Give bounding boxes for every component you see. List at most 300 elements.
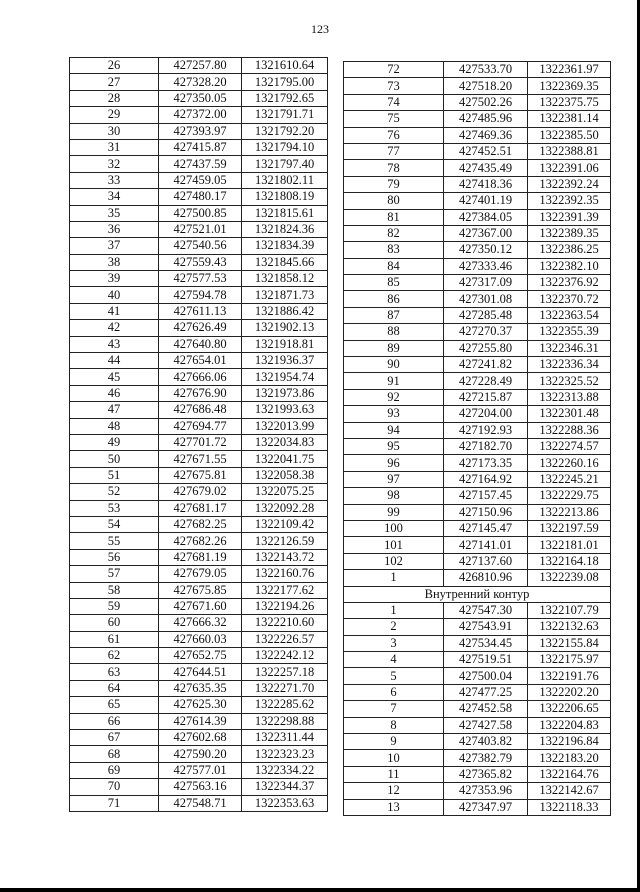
table-row xyxy=(70,664,328,680)
y-coordinate-cell: 1322334.22 xyxy=(242,762,328,778)
table-row xyxy=(70,107,328,123)
table-row xyxy=(344,242,611,258)
y-coordinate-cell: 1322181.01 xyxy=(528,537,611,553)
x-coordinate-cell: 427317.09 xyxy=(444,275,528,291)
point-number-cell: 64 xyxy=(70,680,159,696)
table-row xyxy=(70,549,328,565)
x-coordinate-cell: 427666.32 xyxy=(159,615,242,631)
y-coordinate-cell: 1321845.66 xyxy=(242,254,328,270)
table-row xyxy=(344,176,611,192)
x-coordinate-cell: 427626.49 xyxy=(159,320,242,336)
x-coordinate-cell: 427477.25 xyxy=(444,684,528,700)
y-coordinate-cell: 1322142.67 xyxy=(528,783,611,799)
table-row xyxy=(70,303,328,319)
point-number-cell: 40 xyxy=(70,287,159,303)
point-number-cell: 101 xyxy=(344,537,444,553)
y-coordinate-cell: 1321610.64 xyxy=(242,58,328,74)
point-number-cell: 3 xyxy=(344,635,444,651)
table-row xyxy=(70,730,328,746)
table-row xyxy=(70,615,328,631)
point-number-cell: 77 xyxy=(344,143,444,159)
x-coordinate-cell: 427686.48 xyxy=(159,402,242,418)
x-coordinate-cell: 427435.49 xyxy=(444,160,528,176)
y-coordinate-cell: 1322202.20 xyxy=(528,684,611,700)
y-coordinate-cell: 1322346.31 xyxy=(528,340,611,356)
table-row xyxy=(70,713,328,729)
point-number-cell: 58 xyxy=(70,582,159,598)
point-number-cell: 78 xyxy=(344,160,444,176)
x-coordinate-cell: 427365.82 xyxy=(444,766,528,782)
point-number-cell: 9 xyxy=(344,734,444,750)
point-number-cell: 71 xyxy=(70,795,159,811)
y-coordinate-cell: 1322301.48 xyxy=(528,406,611,422)
point-number-cell: 49 xyxy=(70,434,159,450)
point-number-cell: 42 xyxy=(70,320,159,336)
x-coordinate-cell: 427534.45 xyxy=(444,635,528,651)
point-number-cell: 69 xyxy=(70,762,159,778)
table-row xyxy=(344,111,611,127)
y-coordinate-cell: 1322274.57 xyxy=(528,438,611,454)
x-coordinate-cell: 427480.17 xyxy=(159,189,242,205)
x-coordinate-cell: 427682.25 xyxy=(159,516,242,532)
y-coordinate-cell: 1322075.25 xyxy=(242,484,328,500)
x-coordinate-cell: 427241.82 xyxy=(444,357,528,373)
table-row xyxy=(344,127,611,143)
x-coordinate-cell: 427469.36 xyxy=(444,127,528,143)
x-coordinate-cell: 427675.81 xyxy=(159,467,242,483)
point-number-cell: 7 xyxy=(344,701,444,717)
table-row xyxy=(70,402,328,418)
point-number-cell: 39 xyxy=(70,271,159,287)
table-row xyxy=(70,172,328,188)
y-coordinate-cell: 1321902.13 xyxy=(242,320,328,336)
point-number-cell: 2 xyxy=(344,619,444,635)
x-coordinate-cell: 427228.49 xyxy=(444,373,528,389)
table-row xyxy=(70,90,328,106)
x-coordinate-cell: 427521.01 xyxy=(159,221,242,237)
x-coordinate-cell: 427270.37 xyxy=(444,324,528,340)
point-number-cell: 32 xyxy=(70,156,159,172)
point-number-cell: 95 xyxy=(344,438,444,454)
y-coordinate-cell: 1322325.52 xyxy=(528,373,611,389)
point-number-cell: 88 xyxy=(344,324,444,340)
table-row xyxy=(344,602,611,618)
table-row xyxy=(70,680,328,696)
x-coordinate-cell: 427635.35 xyxy=(159,680,242,696)
y-coordinate-cell: 1321886.42 xyxy=(242,303,328,319)
x-coordinate-cell: 427350.05 xyxy=(159,90,242,106)
y-coordinate-cell: 1322260.16 xyxy=(528,455,611,471)
y-coordinate-cell: 1322376.92 xyxy=(528,275,611,291)
y-coordinate-cell: 1322126.59 xyxy=(242,533,328,549)
table-row xyxy=(70,500,328,516)
point-number-cell: 87 xyxy=(344,307,444,323)
y-coordinate-cell: 1322041.75 xyxy=(242,451,328,467)
table-row xyxy=(70,467,328,483)
table-row xyxy=(70,205,328,221)
scan-border-bottom xyxy=(0,888,640,892)
table-row xyxy=(344,160,611,176)
point-number-cell: 96 xyxy=(344,455,444,471)
table-row xyxy=(344,799,611,815)
point-number-cell: 92 xyxy=(344,389,444,405)
y-coordinate-cell: 1322375.75 xyxy=(528,94,611,110)
table-row xyxy=(344,340,611,356)
inner-contour-label: Внутренний контур xyxy=(344,586,611,602)
y-coordinate-cell: 1321791.71 xyxy=(242,107,328,123)
y-coordinate-cell: 1322058.38 xyxy=(242,467,328,483)
y-coordinate-cell: 1322285.62 xyxy=(242,697,328,713)
table-row xyxy=(70,762,328,778)
x-coordinate-cell: 427644.51 xyxy=(159,664,242,680)
point-number-cell: 93 xyxy=(344,406,444,422)
table-row xyxy=(344,783,611,799)
point-number-cell: 30 xyxy=(70,123,159,139)
y-coordinate-cell: 1322370.72 xyxy=(528,291,611,307)
y-coordinate-cell: 1322257.18 xyxy=(242,664,328,680)
x-coordinate-cell: 427382.79 xyxy=(444,750,528,766)
table-row xyxy=(344,291,611,307)
y-coordinate-cell: 1322271.70 xyxy=(242,680,328,696)
point-number-cell: 6 xyxy=(344,684,444,700)
y-coordinate-cell: 1322382.10 xyxy=(528,258,611,274)
table-row xyxy=(70,434,328,450)
point-number-cell: 61 xyxy=(70,631,159,647)
table-row xyxy=(70,336,328,352)
point-number-cell: 11 xyxy=(344,766,444,782)
point-number-cell: 99 xyxy=(344,504,444,520)
x-coordinate-cell: 427563.16 xyxy=(159,779,242,795)
y-coordinate-cell: 1322107.79 xyxy=(528,602,611,618)
y-coordinate-cell: 1321815.61 xyxy=(242,205,328,221)
y-coordinate-cell: 1322143.72 xyxy=(242,549,328,565)
point-number-cell: 31 xyxy=(70,139,159,155)
point-number-cell: 54 xyxy=(70,516,159,532)
y-coordinate-cell: 1322298.88 xyxy=(242,713,328,729)
table-row xyxy=(344,684,611,700)
x-coordinate-cell: 427285.48 xyxy=(444,307,528,323)
y-coordinate-cell: 1322204.83 xyxy=(528,717,611,733)
point-number-cell: 38 xyxy=(70,254,159,270)
y-coordinate-cell: 1322336.34 xyxy=(528,357,611,373)
x-coordinate-cell: 427204.00 xyxy=(444,406,528,422)
x-coordinate-cell: 427164.92 xyxy=(444,471,528,487)
y-coordinate-cell: 1321858.12 xyxy=(242,271,328,287)
point-number-cell: 76 xyxy=(344,127,444,143)
x-coordinate-cell: 427679.05 xyxy=(159,566,242,582)
x-coordinate-cell: 427602.68 xyxy=(159,730,242,746)
x-coordinate-cell: 427543.91 xyxy=(444,619,528,635)
point-number-cell: 34 xyxy=(70,189,159,205)
point-number-cell: 27 xyxy=(70,74,159,90)
point-number-cell: 80 xyxy=(344,193,444,209)
table-row xyxy=(344,652,611,668)
point-number-cell: 66 xyxy=(70,713,159,729)
y-coordinate-cell: 1322381.14 xyxy=(528,111,611,127)
table-row xyxy=(344,471,611,487)
point-number-cell: 1 xyxy=(344,570,444,586)
point-number-cell: 5 xyxy=(344,668,444,684)
x-coordinate-cell: 427182.70 xyxy=(444,438,528,454)
point-number-cell: 51 xyxy=(70,467,159,483)
x-coordinate-cell: 427393.97 xyxy=(159,123,242,139)
point-number-cell: 37 xyxy=(70,238,159,254)
y-coordinate-cell: 1321871.73 xyxy=(242,287,328,303)
y-coordinate-cell: 1321794.10 xyxy=(242,139,328,155)
point-number-cell: 67 xyxy=(70,730,159,746)
y-coordinate-cell: 1322386.25 xyxy=(528,242,611,258)
y-coordinate-cell: 1322353.63 xyxy=(242,795,328,811)
table-row xyxy=(70,385,328,401)
x-coordinate-cell: 427255.80 xyxy=(444,340,528,356)
table-row xyxy=(70,74,328,90)
table-row xyxy=(70,533,328,549)
y-coordinate-cell: 1322109.42 xyxy=(242,516,328,532)
x-coordinate-cell: 427676.90 xyxy=(159,385,242,401)
table-row xyxy=(344,62,611,78)
x-coordinate-cell: 427372.00 xyxy=(159,107,242,123)
x-coordinate-cell: 427577.53 xyxy=(159,271,242,287)
y-coordinate-cell: 1322175.97 xyxy=(528,652,611,668)
y-coordinate-cell: 1322389.35 xyxy=(528,225,611,241)
table-row xyxy=(344,455,611,471)
x-coordinate-cell: 427215.87 xyxy=(444,389,528,405)
table-row xyxy=(70,418,328,434)
point-number-cell: 46 xyxy=(70,385,159,401)
y-coordinate-cell: 1322363.54 xyxy=(528,307,611,323)
table-row xyxy=(70,58,328,74)
point-number-cell: 84 xyxy=(344,258,444,274)
point-number-cell: 44 xyxy=(70,353,159,369)
point-number-cell: 97 xyxy=(344,471,444,487)
x-coordinate-cell: 427666.06 xyxy=(159,369,242,385)
y-coordinate-cell: 1322196.84 xyxy=(528,734,611,750)
table-row xyxy=(70,287,328,303)
point-number-cell: 55 xyxy=(70,533,159,549)
x-coordinate-cell: 427157.45 xyxy=(444,488,528,504)
point-number-cell: 100 xyxy=(344,520,444,536)
x-coordinate-cell: 427452.51 xyxy=(444,143,528,159)
x-coordinate-cell: 427384.05 xyxy=(444,209,528,225)
x-coordinate-cell: 427333.46 xyxy=(444,258,528,274)
table-row xyxy=(344,619,611,635)
y-coordinate-cell: 1322013.99 xyxy=(242,418,328,434)
table-row xyxy=(344,504,611,520)
y-coordinate-cell: 1322245.21 xyxy=(528,471,611,487)
x-coordinate-cell: 427679.02 xyxy=(159,484,242,500)
x-coordinate-cell: 427640.80 xyxy=(159,336,242,352)
point-number-cell: 56 xyxy=(70,549,159,565)
table-row xyxy=(70,123,328,139)
table-row xyxy=(344,94,611,110)
point-number-cell: 94 xyxy=(344,422,444,438)
x-coordinate-cell: 427682.26 xyxy=(159,533,242,549)
table-row xyxy=(344,438,611,454)
y-coordinate-cell: 1322191.76 xyxy=(528,668,611,684)
x-coordinate-cell: 427519.51 xyxy=(444,652,528,668)
y-coordinate-cell: 1322118.33 xyxy=(528,799,611,815)
y-coordinate-cell: 1322177.62 xyxy=(242,582,328,598)
y-coordinate-cell: 1322194.26 xyxy=(242,598,328,614)
point-number-cell: 43 xyxy=(70,336,159,352)
coordinates-table-left xyxy=(69,57,328,812)
x-coordinate-cell: 427675.85 xyxy=(159,582,242,598)
x-coordinate-cell: 427681.19 xyxy=(159,549,242,565)
x-coordinate-cell: 427559.43 xyxy=(159,254,242,270)
table-row xyxy=(70,598,328,614)
table-row xyxy=(70,238,328,254)
table-row xyxy=(344,553,611,569)
table-row xyxy=(70,271,328,287)
y-coordinate-cell: 1322361.97 xyxy=(528,62,611,78)
y-coordinate-cell: 1322164.18 xyxy=(528,553,611,569)
y-coordinate-cell: 1321918.81 xyxy=(242,336,328,352)
point-number-cell: 35 xyxy=(70,205,159,221)
y-coordinate-cell: 1322229.75 xyxy=(528,488,611,504)
x-coordinate-cell: 427625.30 xyxy=(159,697,242,713)
table-row xyxy=(70,648,328,664)
table-row xyxy=(344,143,611,159)
table-row xyxy=(70,353,328,369)
point-number-cell: 82 xyxy=(344,225,444,241)
y-coordinate-cell: 1321795.00 xyxy=(242,74,328,90)
table-row xyxy=(70,484,328,500)
x-coordinate-cell: 427485.96 xyxy=(444,111,528,127)
table-row xyxy=(344,422,611,438)
x-coordinate-cell: 427173.35 xyxy=(444,455,528,471)
table-row xyxy=(344,324,611,340)
x-coordinate-cell: 427671.55 xyxy=(159,451,242,467)
y-coordinate-cell: 1322206.65 xyxy=(528,701,611,717)
point-number-cell: 12 xyxy=(344,783,444,799)
table-row xyxy=(344,734,611,750)
table-row xyxy=(70,697,328,713)
x-coordinate-cell: 427701.72 xyxy=(159,434,242,450)
y-coordinate-cell: 1322239.08 xyxy=(528,570,611,586)
point-number-cell: 52 xyxy=(70,484,159,500)
x-coordinate-cell: 427459.05 xyxy=(159,172,242,188)
y-coordinate-cell: 1321936.37 xyxy=(242,353,328,369)
y-coordinate-cell: 1322213.86 xyxy=(528,504,611,520)
table-row xyxy=(70,516,328,532)
x-coordinate-cell: 427350.12 xyxy=(444,242,528,258)
y-coordinate-cell: 1322288.36 xyxy=(528,422,611,438)
y-coordinate-cell: 1322323.23 xyxy=(242,746,328,762)
table-row xyxy=(344,635,611,651)
y-coordinate-cell: 1322369.35 xyxy=(528,78,611,94)
table-row xyxy=(344,668,611,684)
table-row xyxy=(70,369,328,385)
y-coordinate-cell: 1322160.76 xyxy=(242,566,328,582)
table-row xyxy=(344,570,611,586)
x-coordinate-cell: 427452.58 xyxy=(444,701,528,717)
y-coordinate-cell: 1321808.19 xyxy=(242,189,328,205)
point-number-cell: 45 xyxy=(70,369,159,385)
x-coordinate-cell: 427257.80 xyxy=(159,58,242,74)
x-coordinate-cell: 427590.20 xyxy=(159,746,242,762)
y-coordinate-cell: 1322391.39 xyxy=(528,209,611,225)
point-number-cell: 102 xyxy=(344,553,444,569)
x-coordinate-cell: 427652.75 xyxy=(159,648,242,664)
point-number-cell: 1 xyxy=(344,602,444,618)
table-row xyxy=(344,750,611,766)
table-row xyxy=(70,320,328,336)
point-number-cell: 47 xyxy=(70,402,159,418)
table-row xyxy=(344,193,611,209)
x-coordinate-cell: 427577.01 xyxy=(159,762,242,778)
x-coordinate-cell: 427611.13 xyxy=(159,303,242,319)
table-row xyxy=(70,139,328,155)
point-number-cell: 26 xyxy=(70,58,159,74)
point-number-cell: 63 xyxy=(70,664,159,680)
point-number-cell: 72 xyxy=(344,62,444,78)
point-number-cell: 68 xyxy=(70,746,159,762)
point-number-cell: 79 xyxy=(344,176,444,192)
point-number-cell: 81 xyxy=(344,209,444,225)
y-coordinate-cell: 1321954.74 xyxy=(242,369,328,385)
x-coordinate-cell: 427347.97 xyxy=(444,799,528,815)
point-number-cell: 98 xyxy=(344,488,444,504)
point-number-cell: 83 xyxy=(344,242,444,258)
table-row xyxy=(344,78,611,94)
table-row xyxy=(344,209,611,225)
y-coordinate-cell: 1322391.06 xyxy=(528,160,611,176)
x-coordinate-cell: 427614.39 xyxy=(159,713,242,729)
y-coordinate-cell: 1322132.63 xyxy=(528,619,611,635)
x-coordinate-cell: 427671.60 xyxy=(159,598,242,614)
y-coordinate-cell: 1321973.86 xyxy=(242,385,328,401)
y-coordinate-cell: 1321993.63 xyxy=(242,402,328,418)
point-number-cell: 62 xyxy=(70,648,159,664)
x-coordinate-cell: 427145.47 xyxy=(444,520,528,536)
point-number-cell: 86 xyxy=(344,291,444,307)
table-row xyxy=(70,254,328,270)
y-coordinate-cell: 1322313.88 xyxy=(528,389,611,405)
x-coordinate-cell: 427353.96 xyxy=(444,783,528,799)
point-number-cell: 73 xyxy=(344,78,444,94)
table-row xyxy=(70,631,328,647)
x-coordinate-cell: 427660.03 xyxy=(159,631,242,647)
y-coordinate-cell: 1321792.65 xyxy=(242,90,328,106)
y-coordinate-cell: 1322226.57 xyxy=(242,631,328,647)
point-number-cell: 85 xyxy=(344,275,444,291)
table-row xyxy=(344,488,611,504)
point-number-cell: 48 xyxy=(70,418,159,434)
point-number-cell: 57 xyxy=(70,566,159,582)
point-number-cell: 28 xyxy=(70,90,159,106)
x-coordinate-cell: 427415.87 xyxy=(159,139,242,155)
y-coordinate-cell: 1322392.24 xyxy=(528,176,611,192)
x-coordinate-cell: 427437.59 xyxy=(159,156,242,172)
table-row xyxy=(344,701,611,717)
x-coordinate-cell: 427548.71 xyxy=(159,795,242,811)
point-number-cell: 8 xyxy=(344,717,444,733)
table-row xyxy=(344,406,611,422)
x-coordinate-cell: 427367.00 xyxy=(444,225,528,241)
table-row xyxy=(70,156,328,172)
y-coordinate-cell: 1322164.76 xyxy=(528,766,611,782)
x-coordinate-cell: 427401.19 xyxy=(444,193,528,209)
x-coordinate-cell: 427654.01 xyxy=(159,353,242,369)
y-coordinate-cell: 1322385.50 xyxy=(528,127,611,143)
x-coordinate-cell: 427328.20 xyxy=(159,74,242,90)
x-coordinate-cell: 427301.08 xyxy=(444,291,528,307)
y-coordinate-cell: 1322311.44 xyxy=(242,730,328,746)
y-coordinate-cell: 1321792.20 xyxy=(242,123,328,139)
x-coordinate-cell: 427141.01 xyxy=(444,537,528,553)
y-coordinate-cell: 1322392.35 xyxy=(528,193,611,209)
y-coordinate-cell: 1322092.28 xyxy=(242,500,328,516)
